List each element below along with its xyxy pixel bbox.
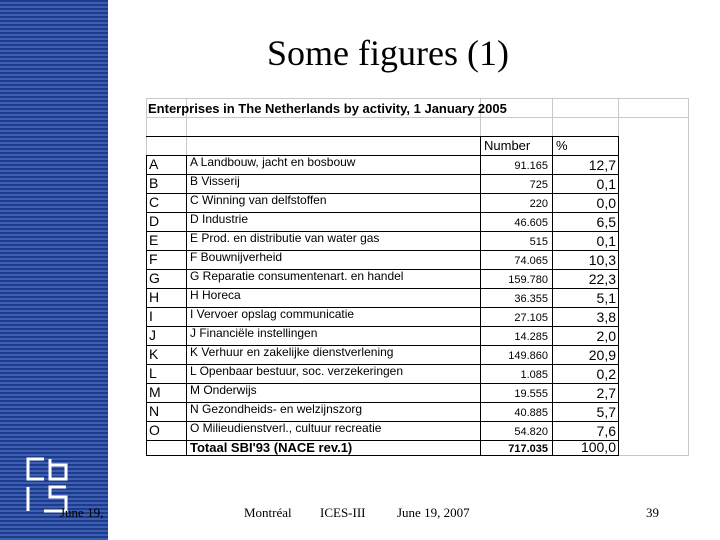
- percent-share: 3,8: [596, 309, 616, 325]
- activity-name: B Visserij: [190, 174, 240, 188]
- percent-share: 6,5: [596, 214, 616, 230]
- percent-share: 0,1: [596, 233, 616, 249]
- enterprise-count: 725: [529, 179, 548, 191]
- enterprise-count: 1.085: [520, 369, 548, 381]
- activity-code: A: [149, 156, 159, 172]
- activity-code: D: [149, 213, 160, 229]
- enterprise-count: 19.555: [514, 388, 548, 400]
- enterprise-count: 515: [529, 236, 548, 248]
- enterprise-count: 46.605: [514, 217, 548, 229]
- activity-name: E Prod. en distributie van water gas: [190, 231, 380, 245]
- activity-code: I: [149, 308, 153, 324]
- enterprise-count: 27.105: [514, 312, 548, 324]
- activity-code: G: [149, 270, 160, 286]
- percent-share: 2,7: [596, 385, 616, 401]
- total-label: Totaal SBI'93 (NACE rev.1): [190, 440, 353, 455]
- footer-date-left: June 19,: [60, 505, 104, 520]
- enterprise-count: 91.165: [514, 160, 548, 172]
- activity-code: J: [149, 327, 156, 343]
- enterprise-count: 40.885: [514, 407, 548, 419]
- enterprise-count: 36.355: [514, 293, 548, 305]
- activity-name: A Landbouw, jacht en bosbouw: [190, 155, 356, 169]
- percent-share: 10,3: [588, 252, 616, 268]
- page-number: 39: [646, 505, 659, 520]
- percent-share: 12,7: [588, 157, 616, 173]
- total-percent: 100,0: [580, 439, 616, 455]
- percent-share: 7,6: [596, 423, 616, 439]
- enterprise-count: 14.285: [514, 331, 548, 343]
- activity-code: C: [149, 194, 160, 210]
- enterprise-count: 220: [529, 198, 548, 210]
- percent-share: 5,1: [596, 290, 616, 306]
- activity-name: H Horeca: [190, 288, 241, 302]
- activity-name: M Onderwijs: [190, 383, 257, 397]
- activity-code: L: [149, 365, 157, 381]
- activity-code: H: [149, 289, 160, 305]
- activity-code: O: [149, 422, 160, 438]
- table-title: Enterprises in The Netherlands by activity, 1 January 2005: [148, 101, 507, 116]
- total-count: 717.035: [508, 443, 548, 455]
- spreadsheet-table: [146, 98, 689, 457]
- percent-share: 0,1: [596, 176, 616, 192]
- activity-code: N: [149, 403, 160, 419]
- activity-code: E: [149, 232, 159, 248]
- activity-name: F Bouwnijverheid: [190, 250, 283, 264]
- activity-name: G Reparatie consumentenart. en handel: [190, 269, 404, 283]
- activity-name: K Verhuur en zakelijke dienstverlening: [190, 345, 394, 359]
- activity-name: I Vervoer opslag communicatie: [190, 307, 355, 321]
- footer-place: Montréal: [244, 505, 292, 520]
- activity-code: K: [149, 346, 159, 362]
- slide-title: Some figures (1): [267, 33, 509, 73]
- percent-share: 2,0: [596, 328, 616, 344]
- percent-share: 0,0: [596, 195, 616, 211]
- activity-code: F: [149, 251, 158, 267]
- activity-name: N Gezondheids- en welzijnszorg: [190, 402, 363, 416]
- enterprise-count: 74.065: [514, 255, 548, 267]
- footer-date: June 19, 2007: [397, 505, 470, 520]
- footer-event: ICES-III: [320, 505, 366, 520]
- enterprise-count: 54.820: [514, 426, 548, 438]
- activity-name: C Winning van delfstoffen: [190, 193, 327, 207]
- percent-share: 0,2: [596, 366, 616, 382]
- activity-name: J Financiële instellingen: [190, 326, 318, 340]
- percent-share: 20,9: [588, 347, 616, 363]
- activity-name: O Milieudienstverl., cultuur recreatie: [190, 421, 382, 435]
- enterprise-count: 159.780: [508, 274, 548, 286]
- column-header-number: Number: [484, 138, 531, 153]
- activity-code: M: [149, 384, 161, 400]
- activity-code: B: [149, 175, 159, 191]
- percent-share: 22,3: [588, 271, 616, 287]
- activity-name: D Industrie: [190, 212, 249, 226]
- column-header-percent: %: [556, 138, 568, 153]
- activity-name: L Openbaar bestuur, soc. verzekeringen: [190, 364, 404, 378]
- enterprise-count: 149.860: [508, 350, 548, 362]
- percent-share: 5,7: [596, 404, 616, 420]
